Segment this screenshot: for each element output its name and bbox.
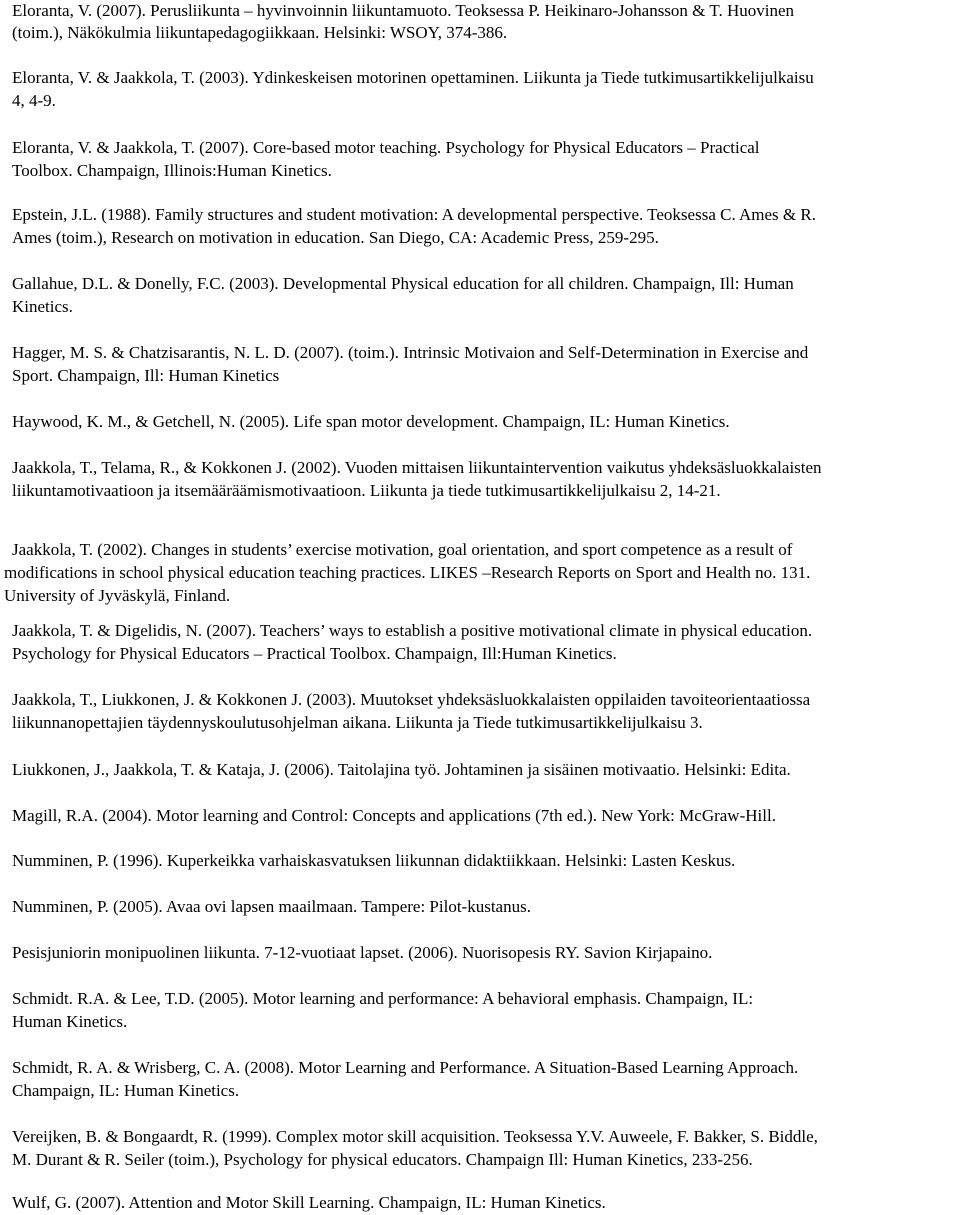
- reference-line: Champaign, IL: Human Kinetics.: [12, 1081, 240, 1100]
- reference-line: Human Kinetics.: [12, 1012, 128, 1031]
- reference-line: University of Jyväskylä, Finland.: [4, 586, 231, 605]
- reference-line: Psychology for Physical Educators – Practical Toolbox. Champaign, Ill:Human Kinetics.: [12, 644, 617, 663]
- reference-line: Sport. Champaign, Ill: Human Kinetics: [12, 366, 280, 385]
- reference-line: modifications in school physical education teaching practices. LIKES –Research Reports on Sport and Health no. 131.: [4, 563, 811, 582]
- reference-line: Kinetics.: [12, 297, 73, 316]
- reference-line: M. Durant & R. Seiler (toim.), Psychology for physical educators. Champaign Ill: Human Kinetics, 233-256.: [12, 1150, 753, 1169]
- reference-line: Hagger, M. S. & Chatzisarantis, N. L. D. (2007). (toim.). Intrinsic Motivaion and Self-Determination in Exercise and: [12, 343, 809, 362]
- reference-line: Eloranta, V. & Jaakkola, T. (2007). Core-based motor teaching. Psychology for Physical Educators – Practical: [12, 138, 760, 157]
- reference-line: Jaakkola, T. & Digelidis, N. (2007). Teachers’ ways to establish a positive motivational climate in physical education.: [12, 621, 813, 640]
- reference-line: liikunnanopettajien täydennyskoulutusohjelman aikana. Liikunta ja Tiede tutkimusartikkelijulkaisu 3.: [12, 713, 703, 732]
- reference-line: Schmidt, R. A. & Wrisberg, C. A. (2008). Motor Learning and Performance. A Situation-Based Learning Approach.: [12, 1058, 799, 1077]
- reference-line: Eloranta, V. (2007). Perusliikunta – hyvinvoinnin liikuntamuoto. Teoksessa P. Heikinaro-Johansson & T. Huovinen: [12, 1, 795, 20]
- reference-line: Numminen, P. (2005). Avaa ovi lapsen maailmaan. Tampere: Pilot-kustanus.: [12, 897, 531, 916]
- reference-line: Magill, R.A. (2004). Motor learning and Control: Concepts and applications (7th ed.). New York: McGraw-Hill.: [12, 806, 776, 825]
- reference-line: Vereijken, B. & Bongaardt, R. (1999). Complex motor skill acquisition. Teoksessa Y.V. Auweele, F. Bakker, S. Biddle,: [12, 1127, 818, 1146]
- reference-line: Toolbox. Champaign, Illinois:Human Kinetics.: [12, 161, 332, 180]
- reference-line: Wulf, G. (2007). Attention and Motor Skill Learning. Champaign, IL: Human Kinetics.: [12, 1193, 606, 1212]
- reference-line: Liukkonen, J., Jaakkola, T. & Kataja, J. (2006). Taitolajina työ. Johtaminen ja sisäinen motivaatio. Helsinki: Edita.: [12, 760, 791, 779]
- reference-line: liikuntamotivaatioon ja itsemääräämismotivaatioon. Liikunta ja tiede tutkimusartikkelijulkaisu 2, 14-21.: [12, 481, 721, 500]
- reference-line: (toim.), Näkökulmia liikuntapedagogiikkaan. Helsinki: WSOY, 374-386.: [12, 23, 508, 42]
- reference-line: Epstein, J.L. (1988). Family structures and student motivation: A developmental perspective. Teoksessa C. Ames & R.: [12, 205, 816, 224]
- reference-line: Ames (toim.), Research on motivation in education. San Diego, CA: Academic Press, 259-295.: [12, 228, 659, 247]
- reference-line: Schmidt. R.A. & Lee, T.D. (2005). Motor learning and performance: A behavioral emphasis. Champaign, IL:: [12, 989, 754, 1008]
- reference-line: 4, 4-9.: [12, 91, 56, 110]
- reference-line: Numminen, P. (1996). Kuperkeikka varhaiskasvatuksen liikunnan didaktiikkaan. Helsinki: Lasten Keskus.: [12, 851, 736, 870]
- reference-line: Gallahue, D.L. & Donelly, F.C. (2003). Developmental Physical education for all children. Champaign, Ill: Human: [12, 274, 794, 293]
- reference-line: Pesisjuniorin monipuolinen liikunta. 7-12-vuotiaat lapset. (2006). Nuorisopesis RY. Savion Kirjapaino.: [12, 943, 713, 962]
- reference-line: Haywood, K. M., & Getchell, N. (2005). Life span motor development. Champaign, IL: Human Kinetics.: [12, 412, 730, 431]
- reference-line: Jaakkola, T., Telama, R., & Kokkonen J. (2002). Vuoden mittaisen liikuntaintervention vaikutus yhdeksäsluokkalaisten: [12, 458, 822, 477]
- reference-line: Jaakkola, T., Liukkonen, J. & Kokkonen J. (2003). Muutokset yhdeksäsluokkalaisten oppilaiden tavoiteorientaatiossa: [12, 690, 811, 709]
- reference-line: Eloranta, V. & Jaakkola, T. (2003). Ydinkeskeisen motorinen opettaminen. Liikunta ja Tiede tutkimusartikkelijulkaisu: [12, 68, 814, 87]
- reference-line: Jaakkola, T. (2002). Changes in students’ exercise motivation, goal orientation, and sport competence as a result of: [12, 540, 793, 559]
